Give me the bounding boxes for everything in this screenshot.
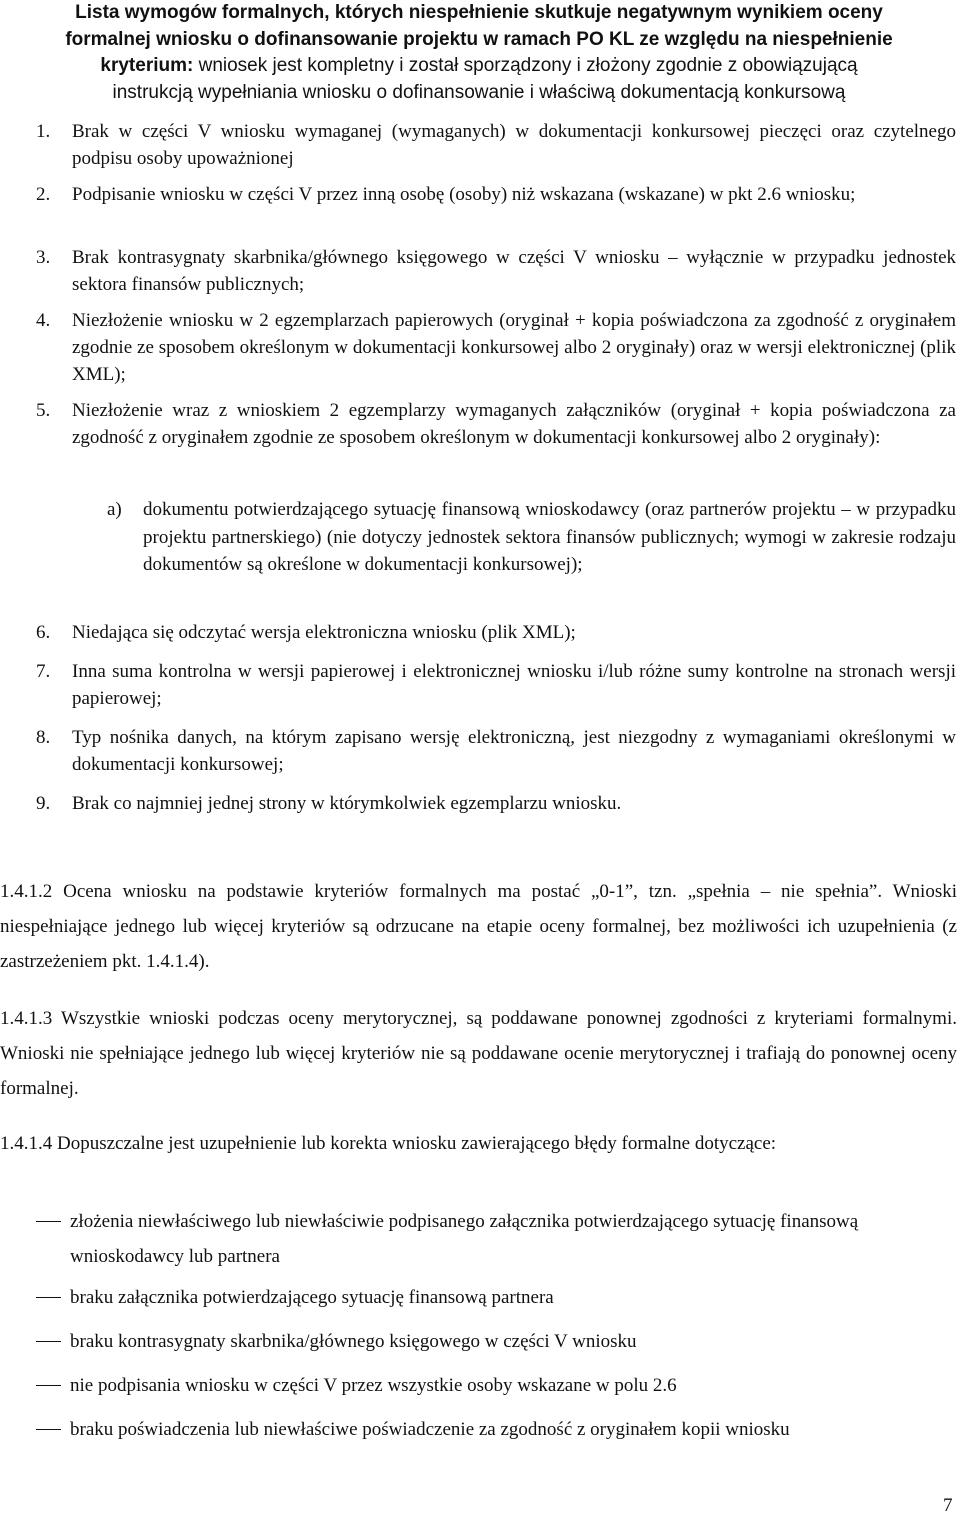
heading-line-4: instrukcją wypełniania wniosku o dofinansowanie i właściwą dokumentacją konkursową <box>112 81 846 103</box>
list-item <box>0 658 956 724</box>
dash-list <box>0 1204 960 1447</box>
list-item-number: 7. <box>36 661 51 682</box>
list-item <box>0 244 956 307</box>
dash-list-item <box>0 1412 960 1447</box>
list-item-text: Niezłożenie wniosku w 2 egzemplarzach papierowych (oryginał + kopia poświadczona za zgodność z oryginałem zgodnie ze sposobem określonym w dokumentacji konkursowej albo 2 oryginały) oraz w wersji elektronicznej (plik XML); <box>72 310 956 385</box>
sub-list-item <box>0 496 956 619</box>
dash-bullet-icon <box>36 1429 61 1430</box>
sub-list-item-text: dokumentu potwierdzającego sytuację finansową wnioskodawcy (oraz partnerów projektu – w przypadku projektu partnerskiego) (nie dotyczy jednostek sektora finansów publicznych; wymogi w zakresie rodzaju dokumentów są określone w dokumentacji konkursowej); <box>143 499 956 575</box>
dash-list-item <box>0 1368 960 1412</box>
list-item-text: Inna suma kontrolna w wersji papierowej i elektronicznej wniosku i/lub różne sumy kontrolne na stronach wersji papierowej; <box>72 661 956 709</box>
heading-line-3 <box>0 53 958 80</box>
list-item <box>0 397 956 496</box>
dash-bullet-icon <box>36 1297 61 1298</box>
list-item-number: 3. <box>36 247 51 268</box>
list-item-text: Typ nośnika danych, na którym zapisano wersję elektroniczną, jest niezgodny z wymaganiami określonymi w dokumentacji konkursowej; <box>72 727 956 775</box>
list-item-number: 4. <box>36 310 51 331</box>
dash-list-item-text: braku kontrasygnaty skarbnika/głównego księgowego w części V wniosku <box>70 1331 637 1352</box>
heading-bold-term: kryterium: <box>100 55 194 76</box>
heading-line-1: Lista wymogów formalnych, których niespełnienie skutkuje negatywnym wynikiem oceny <box>75 2 883 23</box>
dash-list-item-text: nie podpisania wniosku w części V przez wszystkie osoby wskazane w polu 2.6 <box>70 1375 677 1396</box>
dash-bullet-icon <box>36 1385 61 1386</box>
dash-list-item-text: braku załącznika potwierdzającego sytuację finansową partnera <box>70 1287 554 1308</box>
heading-line-3-rest: wniosek jest kompletny i został sporządzony i złożony zgodnie z obowiązującą <box>193 55 858 76</box>
paragraph-1-4-1-2: 1.4.1.2 Ocena wniosku na podstawie kryteriów formalnych ma postać „0-1”, tzn. „spełnia – nie spełnia”. Wnioski niespełniające jednego lub więcej kryteriów są odrzucane na etapie oceny formalnej, bez możliwości ich uzupełnienia (z zastrzeżeniem pkt. 1.4.1.4). <box>0 881 957 972</box>
dash-bullet-icon <box>36 1341 61 1342</box>
list-item-number: 5. <box>36 400 51 421</box>
requirements-list <box>0 118 956 826</box>
list-item <box>0 724 956 790</box>
page-number: 7 <box>943 1495 953 1516</box>
dash-list-item <box>0 1280 960 1324</box>
list-item <box>0 307 956 397</box>
section-heading <box>0 0 958 106</box>
list-item-text: Brak w części V wniosku wymaganej (wymaganych) w dokumentacji konkursowej pieczęci oraz czytelnego podpisu osoby upoważnionej <box>72 121 956 169</box>
list-item-text: Brak co najmniej jednej strony w którymkolwiek egzemplarzu wniosku. <box>72 793 622 814</box>
sub-list-item-letter: a) <box>107 499 122 520</box>
list-item-number: 6. <box>36 622 51 643</box>
list-item-number: 8. <box>36 727 51 748</box>
list-item <box>0 619 956 658</box>
heading-line-2: formalnej wniosku o dofinansowanie projektu w ramach PO KL ze względu na niespełnienie <box>65 28 893 50</box>
dash-list-item <box>0 1324 960 1368</box>
list-item <box>0 181 956 244</box>
dash-list-item-text: braku poświadczenia lub niewłaściwe poświadczenie za zgodność z oryginałem kopii wniosku <box>70 1419 790 1440</box>
list-item-text: Podpisanie wniosku w części V przez inną osobę (osoby) niż wskazana (wskazane) w pkt 2.6 wniosku; <box>72 184 856 205</box>
list-item-text: Niezłożenie wraz z wnioskiem 2 egzemplarzy wymaganych załączników (oryginał + kopia poświadczona za zgodność z oryginałem zgodnie ze sposobem określonym w dokumentacji konkursowej albo 2 oryginały): <box>72 400 956 448</box>
list-item-number: 1. <box>36 121 51 142</box>
list-item-text: Niedająca się odczytać wersja elektroniczna wniosku (plik XML); <box>72 622 576 643</box>
dash-bullet-icon <box>36 1221 61 1222</box>
list-item-number: 9. <box>36 793 51 814</box>
paragraph-1-4-1-3: 1.4.1.3 Wszystkie wnioski podczas oceny merytorycznej, są poddawane ponownej zgodności z kryteriami formalnymi. Wnioski nie spełniające jednego lub więcej kryteriów nie są poddawane ocenie merytorycznej i trafiają do ponownej oceny formalnej. <box>0 1008 957 1099</box>
list-item-number: 2. <box>36 184 51 205</box>
paragraph-1-4-1-4: 1.4.1.4 Dopuszczalne jest uzupełnienie lub korekta wniosku zawierającego błędy formalne dotyczące: <box>0 1133 777 1154</box>
dash-list-item <box>0 1204 960 1280</box>
list-item <box>0 118 956 181</box>
dash-list-item-text: złożenia niewłaściwego lub niewłaściwie podpisanego załącznika potwierdzającego sytuację finansową wnioskodawcy lub partnera <box>70 1211 859 1267</box>
list-item <box>0 790 956 826</box>
list-item-text: Brak kontrasygnaty skarbnika/głównego księgowego w części V wniosku – wyłącznie w przypadku jednostek sektora finansów publicznych; <box>72 247 956 295</box>
